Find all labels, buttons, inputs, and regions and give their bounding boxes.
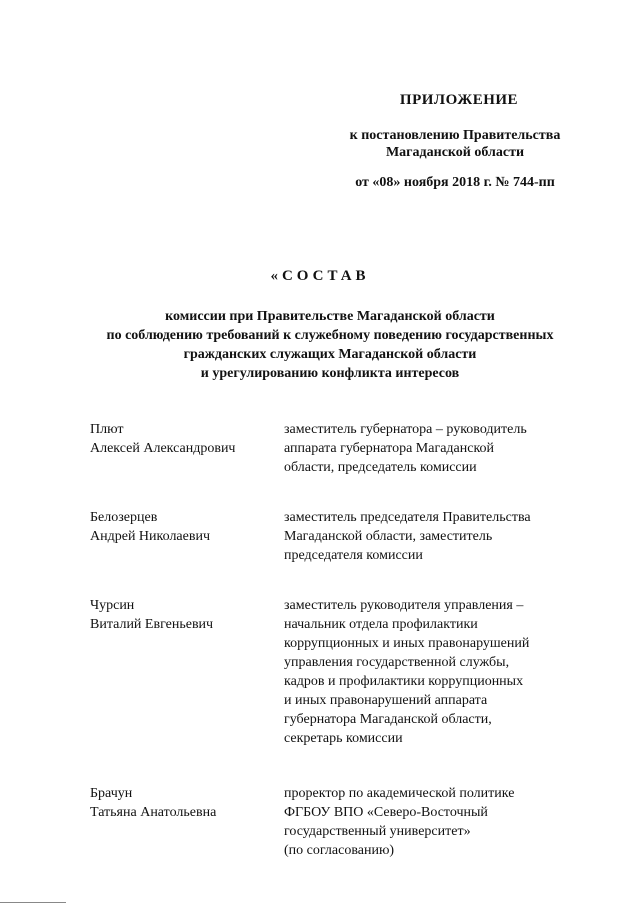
member-given-name: Татьяна Анатольевна [90,805,217,820]
member-row [90,784,570,860]
role-line: аппарата губернатора Магаданской [284,441,495,456]
appendix-title: ПРИЛОЖЕНИЕ [399,92,519,108]
role-line: Магаданской области, заместитель [284,529,493,544]
member-role [284,596,570,748]
role-line: кадров и профилактики коррупционных [284,674,524,689]
member-role [284,508,570,565]
member-name [90,596,270,748]
member-surname: Белозерцев [90,510,158,525]
role-line: ФГБОУ ВПО «Северо-Восточный [284,805,488,820]
appendix-date: от «08» ноября 2018 г. № 744-пп [355,175,555,190]
heading-line: по соблюдению требований к служебному поведению государственных [106,328,554,343]
member-surname: Плют [90,422,124,437]
member-surname: Чурсин [90,598,135,613]
heading-line: и урегулированию конфликта интересов [200,366,460,381]
heading-line: комиссии при Правительстве Магаданской области [165,309,495,324]
role-line: председателя комиссии [284,548,423,563]
composition-title: «СОСТАВ [270,268,370,284]
role-line: проректор по академической политике [284,786,515,801]
footer-rule [0,902,66,903]
member-row [90,508,570,565]
role-line: начальник отдела профилактики [284,617,478,632]
commission-heading [60,307,600,383]
member-role [284,784,570,860]
member-name [90,508,270,565]
member-given-name: Андрей Николаевич [90,529,210,544]
role-line: заместитель председателя Правительства [284,510,531,525]
appendix-region: Магаданской области [385,145,525,160]
member-surname: Брачун [90,786,133,801]
member-name [90,420,270,477]
role-line: (по согласованию) [284,843,395,858]
member-list [90,420,570,860]
member-row [90,420,570,477]
role-line: государственный университет» [284,824,471,839]
member-role [284,420,570,477]
role-line: управления государственной службы, [284,655,510,670]
heading-line: гражданских служащих Магаданской области [183,347,477,362]
member-name [90,784,270,860]
role-line: и иных правонарушений аппарата [284,693,488,708]
role-line: секретарь комиссии [284,731,403,746]
appendix-block [330,92,580,191]
role-line: губернатора Магаданской области, [284,712,492,727]
role-line: заместитель губернатора – руководитель [284,422,527,437]
member-given-name: Виталий Евгеньевич [90,617,214,632]
member-given-name: Алексей Александрович [90,441,236,456]
member-row [90,596,570,748]
role-line: области, председатель комиссии [284,460,477,475]
role-line: коррупционных и иных правонарушений [284,636,530,651]
role-line: заместитель руководителя управления – [284,598,524,613]
appendix-resolution: к постановлению Правительства [349,128,561,143]
